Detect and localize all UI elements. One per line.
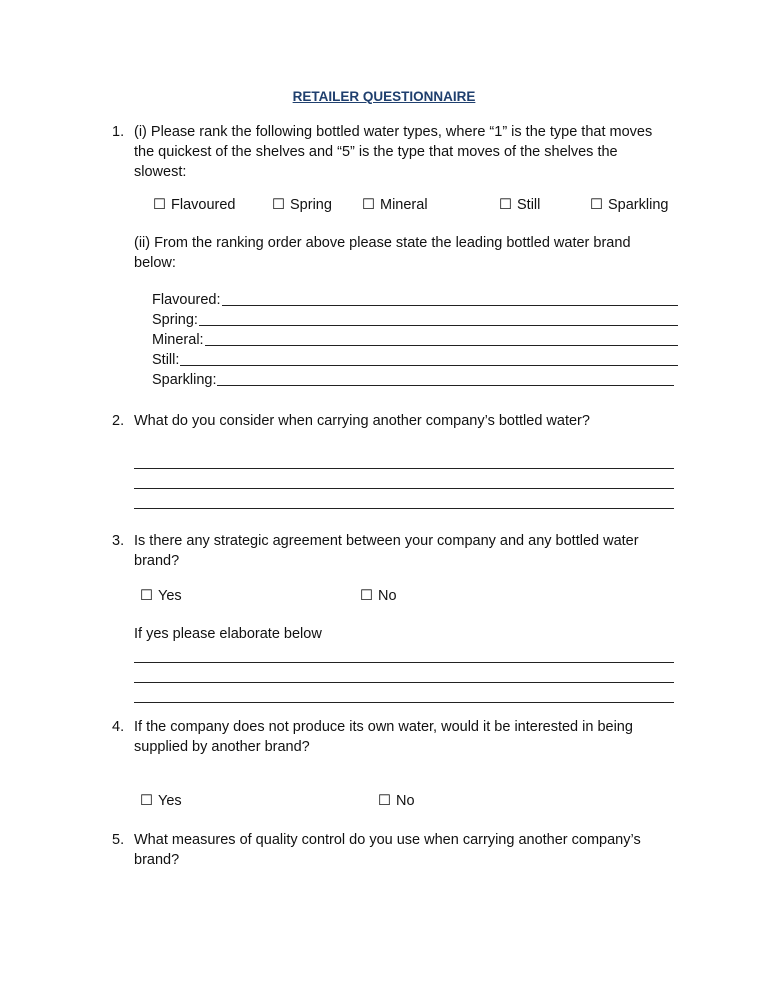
checkbox-mineral[interactable]: ☐ Mineral (362, 195, 428, 215)
checkbox-yes[interactable]: ☐ Yes (140, 791, 182, 811)
answer-line[interactable] (134, 702, 674, 703)
answer-line[interactable] (134, 682, 674, 683)
question-number: 4. (112, 719, 125, 735)
field-still[interactable] (152, 350, 678, 370)
checkbox-yes[interactable]: ☐ Yes (140, 586, 182, 606)
question-text: What measures of quality control do you use when carrying another company’s (134, 832, 641, 848)
question-text: What do you consider when carrying another company’s bottled water? (134, 413, 590, 429)
checkbox-no[interactable]: ☐ No (378, 791, 415, 811)
page-title: RETAILER QUESTIONNAIRE (292, 89, 476, 104)
question-text: Is there any strategic agreement between your company and any bottled water (134, 533, 639, 549)
question-text: brand? (134, 852, 180, 868)
blank-line[interactable] (199, 310, 678, 326)
question-text: (i) Please rank the following bottled water types, where “1” is the type that moves (134, 124, 653, 140)
field-spring[interactable] (152, 310, 678, 330)
answer-line[interactable] (134, 662, 674, 663)
field-label: Spring: (152, 312, 198, 328)
blank-line[interactable] (180, 350, 678, 366)
question-number: 5. (112, 832, 125, 848)
question-text: supplied by another brand? (134, 739, 310, 755)
question-text: (ii) From the ranking order above please state the leading bottled water brand (134, 235, 631, 251)
question-text: slowest: (134, 164, 187, 180)
field-mineral[interactable] (152, 330, 678, 350)
question-number: 1. (112, 124, 125, 140)
field-label: Still: (152, 352, 180, 368)
field-label: Mineral: (152, 332, 204, 348)
question-text: If the company does not produce its own water, would it be interested in being (134, 719, 633, 735)
field-sparkling[interactable] (152, 370, 674, 390)
field-flavoured[interactable] (152, 290, 678, 310)
checkbox-sparkling[interactable]: ☐ Sparkling (590, 195, 668, 215)
blank-line[interactable] (222, 290, 678, 306)
question-text: below: (134, 255, 176, 271)
question-text: the quickest of the shelves and “5” is the type that moves of the shelves the (134, 144, 618, 160)
field-label: Flavoured: (152, 292, 221, 308)
field-label: Sparkling: (152, 372, 217, 388)
question-text: If yes please elaborate below (134, 626, 322, 642)
question-number: 3. (112, 533, 125, 549)
answer-line[interactable] (134, 508, 674, 509)
checkbox-flavoured[interactable]: ☐ Flavoured (153, 195, 235, 215)
blank-line[interactable] (217, 370, 674, 386)
checkbox-spring[interactable]: ☐ Spring (272, 195, 332, 215)
question-text: brand? (134, 553, 180, 569)
blank-line[interactable] (205, 330, 678, 346)
answer-line[interactable] (134, 488, 674, 489)
checkbox-still[interactable]: ☐ Still (499, 195, 540, 215)
checkbox-no[interactable]: ☐ No (360, 586, 397, 606)
question-number: 2. (112, 413, 125, 429)
answer-line[interactable] (134, 468, 674, 469)
